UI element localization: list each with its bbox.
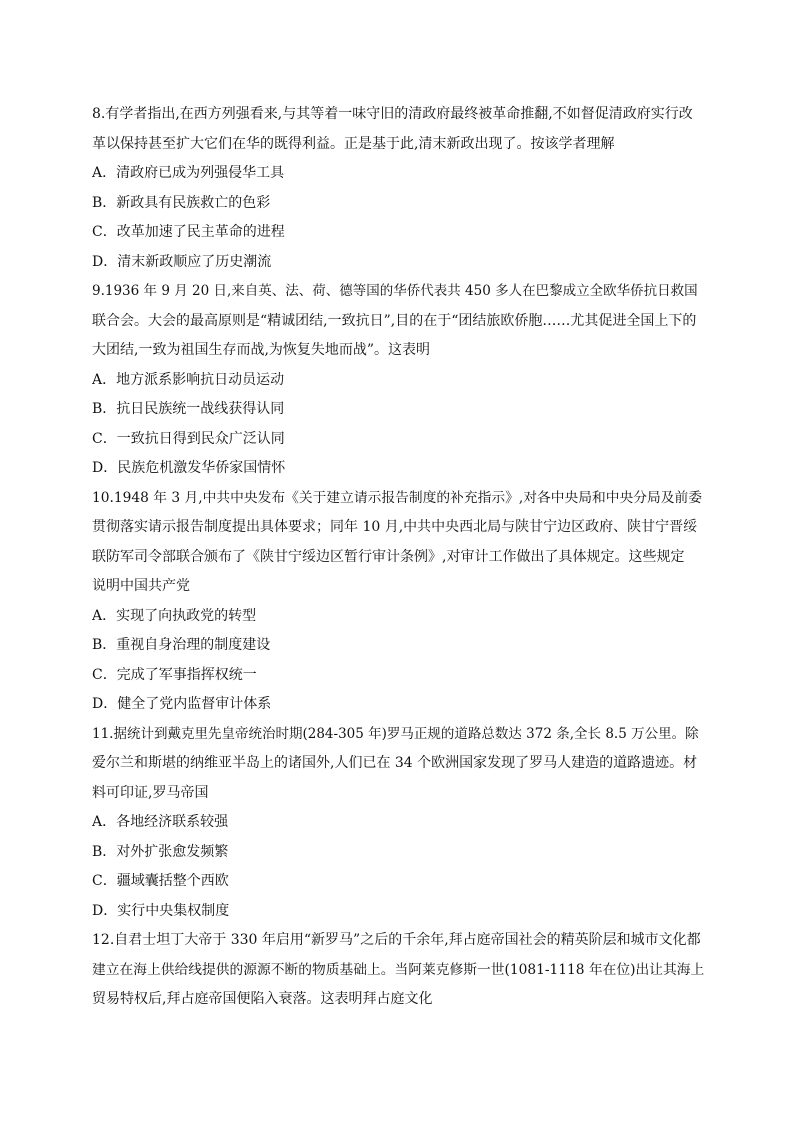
question-stem-line: 12.自君士坦丁大帝于 330 年启用“新罗马”之后的千余年,拜占庭帝国社会的精英阶层和城市文化都 (92, 932, 701, 948)
question-stem-line: 联防军司令部联合颁布了《陕甘宁绥边区暂行审计条例》,对审计工作做出了具体规定。这些规定 (92, 548, 685, 565)
question-9 (92, 277, 704, 484)
option-c: C．疆域囊括整个西欧 (92, 873, 229, 889)
question-stem-line: 说明中国共产党 (92, 578, 190, 594)
option-d: D．实行中央集权制度 (92, 902, 230, 919)
option-b: B．抗日民族统一战线获得认同 (92, 401, 285, 417)
question-10 (92, 484, 704, 720)
question-stem-line: 10.1948 年 3 月,中共中央发布《关于建立请示报告制度的补充指示》,对各中央局和中央分局及前委 (92, 489, 702, 506)
option-d: D．健全了党内监督审计体系 (92, 696, 272, 712)
option-b: B．重视自身治理的制度建设 (92, 637, 271, 653)
option-b: B．对外扩张愈发频繁 (92, 843, 229, 860)
question-8 (92, 100, 704, 277)
question-stem-line: 爱尔兰和斯堪的纳维亚半岛上的诸国外,人们已在 34 个欧洲国家发现了罗马人建造的道路遗迹。材 (92, 755, 698, 771)
question-stem-line: 9.1936 年 9 月 20 日,来自英、法、荷、德等国的华侨代表共 450 多人在巴黎成立全欧华侨抗日救国 (92, 283, 698, 299)
option-c: C．完成了军事指挥权统一 (92, 666, 257, 683)
option-c: C．改革加速了民主革命的进程 (92, 224, 285, 240)
option-b: B．新政具有民族救亡的色彩 (92, 194, 271, 211)
question-12 (92, 926, 704, 1015)
option-a: A．实现了向执政党的转型 (92, 607, 257, 624)
question-stem-line: 8.有学者指出,在西方列强看来,与其等着一味守旧的清政府最终被革命推翻,不如督促清政府实行改 (92, 106, 693, 122)
question-stem-line: 贯彻落实请示报告制度提出具体要求；同年 10 月,中共中央西北局与陕甘宁边区政府、陕甘宁晋绥 (92, 519, 698, 535)
question-stem-line: 11.据统计到戴克里先皇帝统治时期(284-305 年)罗马正规的道路总数达 372 条,全长 8.5 万公里。除 (92, 725, 699, 742)
question-stem-line: 革以保持甚至扩大它们在华的既得利益。正是基于此,清末新政出现了。按该学者理解 (92, 135, 615, 152)
question-stem-line: 联合会。大会的最高原则是“精诚团结,一致抗日”,目的在于“团结旅欧侨胞……尤其促进全国上下的 (92, 312, 697, 329)
question-stem-line: 建立在海上供给线提供的源源不断的物质基础上。当阿莱克修斯一世(1081-1118 年在位)出让其海上 (92, 961, 704, 978)
option-a: A．地方派系影响抗日动员运动 (92, 371, 285, 388)
option-a: A．清政府已成为列强侵华工具 (92, 165, 285, 181)
question-stem-line: 大团结,一致为祖国生存而战,为恢复失地而战”。这表明 (92, 342, 431, 358)
question-list (92, 100, 704, 1015)
question-stem-line: 贸易特权后,拜占庭帝国便陷入衰落。这表明拜占庭文化 (92, 991, 433, 1007)
option-d: D．清末新政顺应了历史潮流 (92, 253, 272, 270)
option-d: D．民族危机激发华侨家国情怀 (92, 460, 286, 476)
option-a: A．各地经济联系较强 (92, 814, 229, 830)
question-stem-line: 料可印证,罗马帝国 (92, 784, 209, 801)
question-11 (92, 720, 704, 927)
option-c: C．一致抗日得到民众广泛认同 (92, 430, 285, 447)
